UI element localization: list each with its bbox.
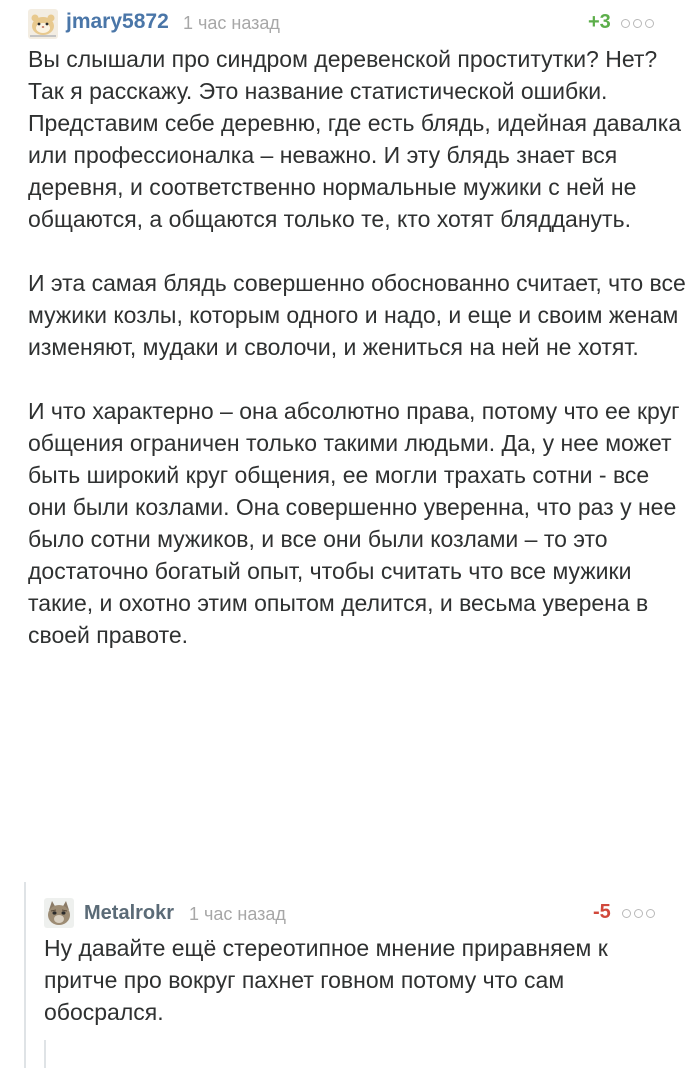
reply-header — [0, 892, 700, 936]
reply-author[interactable]: Metalrokr — [84, 902, 175, 924]
comment-body — [28, 43, 688, 651]
reply-time: 1 час назад — [189, 904, 286, 924]
comment-rating: +3 — [588, 11, 611, 33]
reply-body — [44, 932, 684, 1028]
comment-author[interactable]: jmary5872 — [66, 10, 169, 33]
reply-comment — [0, 892, 700, 1025]
reply-rating: -5 — [593, 901, 611, 923]
comment-time: 1 час назад — [183, 13, 280, 33]
more-options-icon[interactable] — [621, 19, 654, 28]
more-options-icon[interactable] — [622, 909, 655, 918]
comment-paragraph: И эта самая блядь совершенно обоснованно считает, что все мужики козлы, которым одного и надо, и еще и своим женам изменяют, мудаки и сволочи, и жениться на ней не хотят. — [28, 270, 686, 360]
nested-thread-line[interactable] — [44, 1040, 46, 1068]
comment-paragraph: Вы слышали про синдром деревенской проститутки? Нет? Так я расскажу. Это название статистической ошибки. Представим себе деревню, где есть блядь, идейная давалка или профессионалка – неважно. И эту блядь знает вся деревня, и соответственно нормальные мужики с ней не общаются, а общаются только те, кто хотят бляддануть. — [28, 46, 682, 232]
cat-avatar-icon[interactable] — [44, 898, 74, 928]
comment-paragraph: И что характерно – она абсолютно права, потому что ее круг общения ограничен только такими людьми. Да, у нее может быть широкий круг общения, ее могли трахать сотни - все они были козлами. Она совершенно уверенна, что раз у нее было сотни мужиков, и все они были козлами – то это достаточно богатый опыт, чтобы считать что все мужики такие, и охотно этим опытом делится, и весьма уверена в своей правоте. — [28, 398, 680, 648]
hamster-avatar-icon[interactable] — [28, 9, 58, 39]
comment-paragraph: Ну давайте ещё стереотипное мнение приравняем к притче про вокруг пахнет говном потому что сам обосрался. — [44, 935, 608, 1025]
comment-header — [0, 0, 700, 44]
